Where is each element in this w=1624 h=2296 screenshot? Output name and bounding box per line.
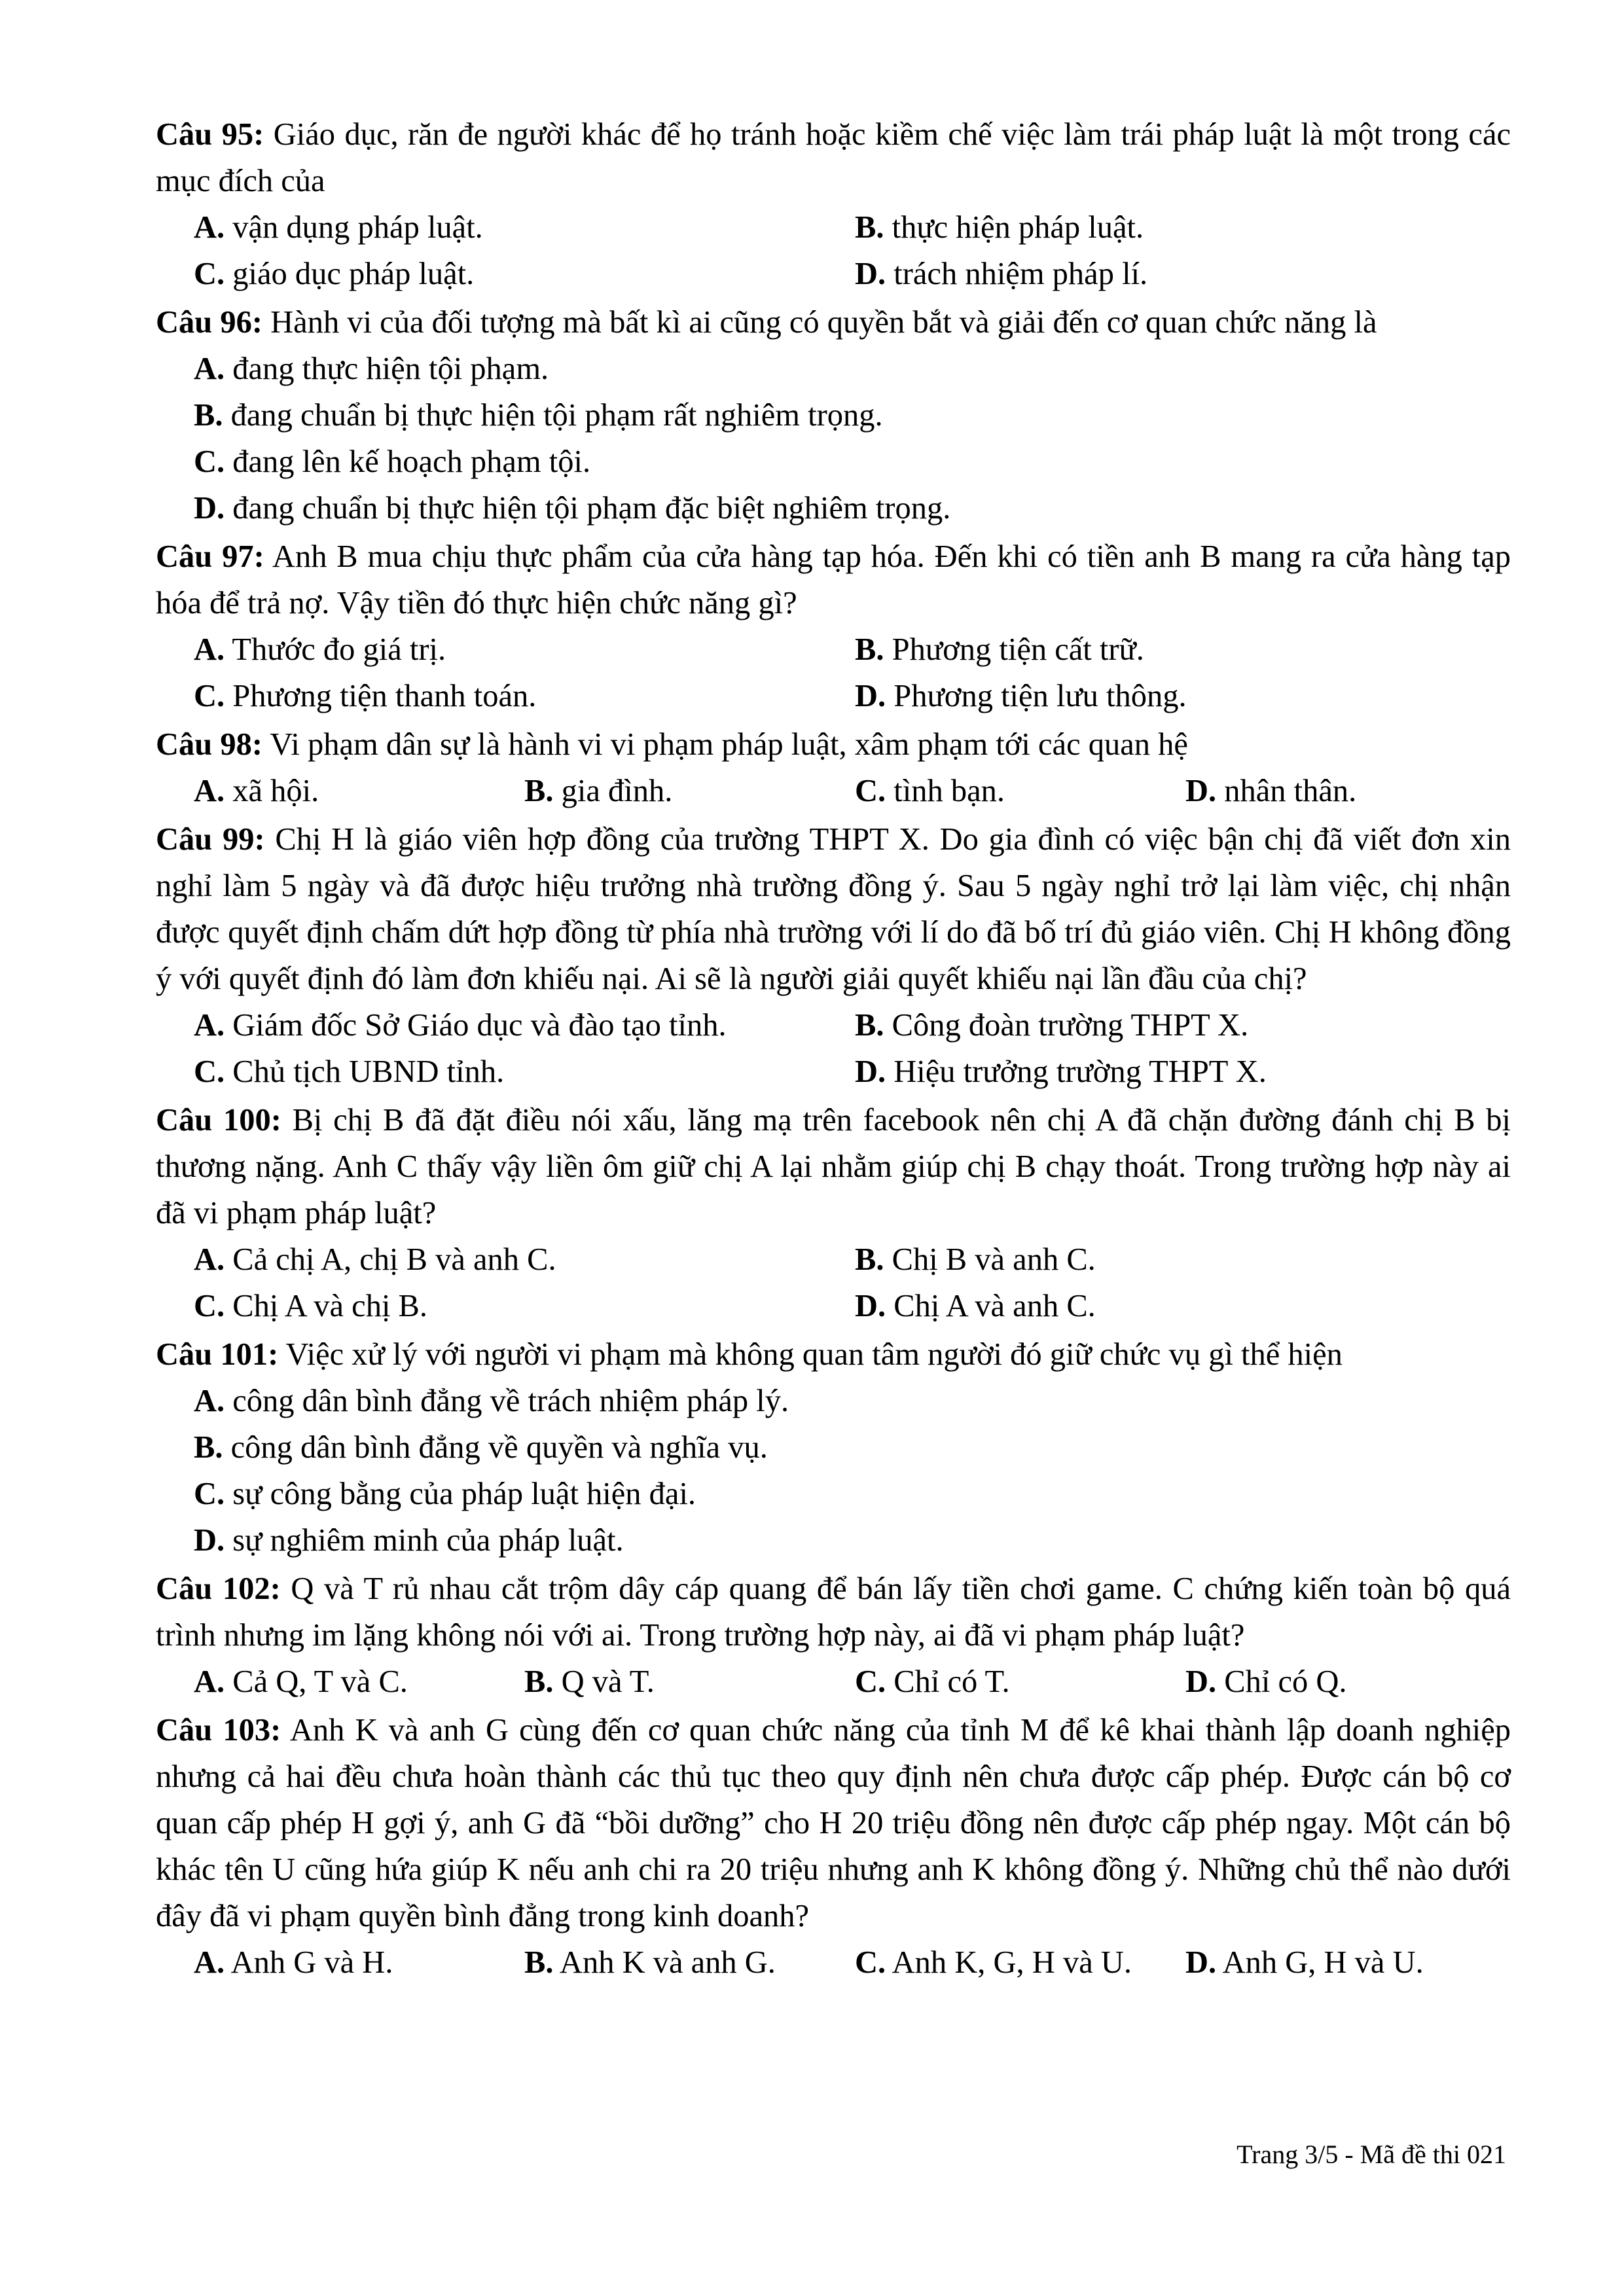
- option-c: [194, 1283, 855, 1329]
- question-label: Câu 95:: [156, 117, 264, 152]
- question-text: [156, 533, 1511, 626]
- option-a: [194, 768, 524, 814]
- option-c: [855, 1939, 1185, 1986]
- option-letter: D.: [1185, 774, 1217, 808]
- question-text: [156, 1097, 1511, 1236]
- option-letter: C.: [194, 444, 225, 479]
- option-a: [194, 1378, 1511, 1424]
- option-b: [855, 1236, 1511, 1283]
- option-text: nhân thân.: [1216, 774, 1357, 808]
- question-body: Bị chị B đã đặt điều nói xấu, lăng mạ trên facebook nên chị A đã chặn đường đánh chị B bị thương nặng. Anh C thấy vậy liền ôm giữ chị A lại nhằm giúp chị B chạy thoát. Trong trường hợp này ai đã vi phạm pháp luật?: [156, 1103, 1511, 1230]
- option-text: công dân bình đẳng về trách nhiệm pháp lý.: [225, 1384, 789, 1418]
- option-text: Cả chị A, chị B và anh C.: [225, 1242, 556, 1277]
- question-text: [156, 1331, 1511, 1378]
- question-text: [156, 1566, 1511, 1659]
- options: [156, 1002, 1511, 1095]
- option-letter: B.: [855, 632, 884, 667]
- question-96: [156, 299, 1511, 531]
- option-c: [194, 673, 855, 719]
- option-letter: A.: [194, 1242, 225, 1277]
- option-letter: C.: [855, 774, 886, 808]
- question-97: [156, 533, 1511, 719]
- option-letter: B.: [524, 1664, 554, 1699]
- option-letter: D.: [855, 1054, 886, 1089]
- option-c: [194, 439, 1511, 485]
- option-text: xã hội.: [225, 774, 319, 808]
- option-text: Chị A và anh C.: [886, 1289, 1096, 1323]
- option-d: [1185, 768, 1511, 814]
- question-label: Câu 102:: [156, 1571, 281, 1606]
- option-text: Giám đốc Sở Giáo dục và đào tạo tỉnh.: [225, 1008, 727, 1043]
- option-text: Cả Q, T và C.: [225, 1664, 408, 1699]
- option-letter: C.: [194, 679, 225, 713]
- question-100: [156, 1097, 1511, 1329]
- option-c: [194, 251, 855, 297]
- option-letter: A.: [194, 1384, 225, 1418]
- question-body: Anh B mua chịu thực phẩm của cửa hàng tạp hóa. Đến khi có tiền anh B mang ra cửa hàng tạp hóa để trả nợ. Vậy tiền đó thực hiện chức năng gì?: [156, 539, 1511, 620]
- question-text: [156, 816, 1511, 1002]
- option-text: Anh K và anh G.: [553, 1945, 776, 1980]
- question-body: Vi phạm dân sự là hành vi vi phạm pháp luật, xâm phạm tới các quan hệ: [262, 727, 1188, 762]
- question-label: Câu 96:: [156, 305, 263, 340]
- question-102: [156, 1566, 1511, 1705]
- options: [156, 768, 1511, 814]
- option-letter: D.: [194, 1523, 225, 1558]
- option-letter: A.: [194, 1945, 225, 1980]
- option-letter: B.: [855, 210, 884, 245]
- option-letter: D.: [855, 679, 886, 713]
- option-text: Công đoàn trường THPT X.: [884, 1008, 1249, 1043]
- option-d: [1185, 1939, 1511, 1986]
- options: [156, 346, 1511, 531]
- option-letter: D.: [1185, 1945, 1217, 1980]
- option-letter: A.: [194, 1008, 225, 1043]
- option-letter: D.: [1185, 1664, 1217, 1699]
- option-b: [524, 1939, 855, 1986]
- option-d: [194, 1517, 1511, 1564]
- option-letter: B.: [194, 1430, 223, 1465]
- question-label: Câu 99:: [156, 822, 265, 857]
- option-letter: C.: [855, 1664, 886, 1699]
- options: [156, 1659, 1511, 1705]
- question-label: Câu 103:: [156, 1713, 281, 1748]
- option-b: [194, 392, 1511, 439]
- option-c: [855, 768, 1185, 814]
- option-text: Chị A và chị B.: [225, 1289, 428, 1323]
- option-b: [855, 204, 1511, 251]
- question-98: [156, 721, 1511, 814]
- option-text: Phương tiện lưu thông.: [886, 679, 1187, 713]
- option-letter: A.: [194, 210, 225, 245]
- page-footer: Trang 3/5 - Mã đề thi 021: [1236, 2140, 1506, 2169]
- option-a: [194, 1939, 524, 1986]
- options: [156, 1378, 1511, 1564]
- option-c: [855, 1659, 1185, 1705]
- options: [156, 1939, 1511, 1986]
- option-text: Phương tiện thanh toán.: [225, 679, 537, 713]
- option-text: đang chuẩn bị thực hiện tội phạm đặc biệt nghiêm trọng.: [225, 491, 951, 526]
- option-text: Hiệu trưởng trường THPT X.: [886, 1054, 1267, 1089]
- option-letter: B.: [524, 774, 554, 808]
- option-text: sự nghiêm minh của pháp luật.: [225, 1523, 624, 1558]
- option-text: Anh G và H.: [225, 1945, 393, 1980]
- question-body: Việc xử lý với người vi phạm mà không quan tâm người đó giữ chức vụ gì thể hiện: [278, 1337, 1343, 1372]
- question-label: Câu 98:: [156, 727, 263, 762]
- question-body: Giáo dục, răn đe người khác để họ tránh hoặc kiềm chế việc làm trái pháp luật là một trong các mục đích của: [156, 117, 1511, 198]
- option-text: đang thực hiện tội phạm.: [225, 351, 549, 386]
- option-d: [855, 251, 1511, 297]
- exam-page: [156, 111, 1511, 1988]
- option-letter: C.: [194, 1289, 225, 1323]
- options: [156, 204, 1511, 297]
- option-letter: C.: [194, 1477, 225, 1511]
- option-letter: C.: [855, 1945, 886, 1980]
- option-letter: B.: [855, 1008, 884, 1043]
- options: [156, 1236, 1511, 1329]
- option-text: trách nhiệm pháp lí.: [886, 257, 1148, 291]
- option-d: [194, 485, 1511, 531]
- option-text: thực hiện pháp luật.: [884, 210, 1144, 245]
- option-text: đang lên kế hoạch phạm tội.: [225, 444, 591, 479]
- option-letter: A.: [194, 351, 225, 386]
- option-text: Anh G, H và U.: [1216, 1945, 1424, 1980]
- option-letter: D.: [194, 491, 225, 526]
- option-a: [194, 1236, 855, 1283]
- option-text: Q và T.: [553, 1664, 655, 1699]
- option-d: [855, 1283, 1511, 1329]
- option-b: [524, 768, 855, 814]
- option-letter: D.: [855, 1289, 886, 1323]
- option-text: tình bạn.: [886, 774, 1005, 808]
- question-95: [156, 111, 1511, 297]
- option-text: Phương tiện cất trữ.: [884, 632, 1144, 667]
- question-body: Chị H là giáo viên hợp đồng của trường THPT X. Do gia đình có việc bận chị đã viết đơn xin nghỉ làm 5 ngày và đã được hiệu trưởng nhà trường đồng ý. Sau 5 ngày nghỉ trở lại làm việc, chị nhận được quyết định chấm dứt hợp đồng từ phía nhà trường với lí do đã bố trí đủ giáo viên. Chị H không đồng ý với quyết định đó làm đơn khiếu nại. Ai sẽ là người giải quyết khiếu nại lần đầu của chị?: [156, 822, 1511, 996]
- option-a: [194, 204, 855, 251]
- option-b: [524, 1659, 855, 1705]
- option-text: Chỉ có Q.: [1216, 1664, 1347, 1699]
- option-text: vận dụng pháp luật.: [225, 210, 483, 245]
- option-b: [855, 626, 1511, 673]
- option-letter: D.: [855, 257, 886, 291]
- option-letter: C.: [194, 1054, 225, 1089]
- option-letter: B.: [194, 398, 223, 433]
- question-103: [156, 1707, 1511, 1986]
- question-label: Câu 97:: [156, 539, 264, 574]
- option-b: [194, 1424, 1511, 1471]
- question-text: [156, 721, 1511, 768]
- option-d: [855, 673, 1511, 719]
- question-text: [156, 111, 1511, 204]
- option-text: Chị B và anh C.: [884, 1242, 1096, 1277]
- option-letter: A.: [194, 1664, 225, 1699]
- option-a: [194, 346, 1511, 392]
- option-d: [1185, 1659, 1511, 1705]
- option-b: [855, 1002, 1511, 1049]
- option-a: [194, 1659, 524, 1705]
- question-text: [156, 299, 1511, 346]
- option-a: [194, 626, 855, 673]
- question-101: [156, 1331, 1511, 1564]
- option-c: [194, 1471, 1511, 1517]
- option-text: gia đình.: [553, 774, 673, 808]
- question-body: Hành vi của đối tượng mà bất kì ai cũng có quyền bắt và giải đến cơ quan chức năng là: [262, 305, 1377, 340]
- question-99: [156, 816, 1511, 1095]
- option-a: [194, 1002, 855, 1049]
- option-letter: C.: [194, 257, 225, 291]
- option-text: Anh K, G, H và U.: [886, 1945, 1132, 1980]
- option-letter: A.: [194, 774, 225, 808]
- option-text: đang chuẩn bị thực hiện tội phạm rất nghiêm trọng.: [223, 398, 883, 433]
- option-letter: B.: [855, 1242, 884, 1277]
- option-text: Chỉ có T.: [886, 1664, 1010, 1699]
- option-text: giáo dục pháp luật.: [225, 257, 475, 291]
- question-body: Anh K và anh G cùng đến cơ quan chức năng của tỉnh M để kê khai thành lập doanh nghiệp nhưng cả hai đều chưa hoàn thành các thủ tục theo quy định nên chưa được cấp phép. Được cán bộ cơ quan cấp phép H gợi ý, anh G đã “bồi dưỡng” cho H 20 triệu đồng nên được cấp phép ngay. Một cán bộ khác tên U cũng hứa giúp K nếu anh chi ra 20 triệu nhưng anh K không đồng ý. Những chủ thể nào dưới đây đã vi phạm quyền bình đẳng trong kinh doanh?: [156, 1713, 1511, 1933]
- option-text: Chủ tịch UBND tỉnh.: [225, 1054, 505, 1089]
- option-c: [194, 1049, 855, 1095]
- question-label: Câu 101:: [156, 1337, 279, 1372]
- options: [156, 626, 1511, 719]
- option-letter: A.: [194, 632, 225, 667]
- option-text: công dân bình đẳng về quyền và nghĩa vụ.: [223, 1430, 768, 1465]
- option-text: Thước đo giá trị.: [225, 632, 446, 667]
- question-label: Câu 100:: [156, 1103, 281, 1138]
- question-body: Q và T rủ nhau cắt trộm dây cáp quang để bán lấy tiền chơi game. C chứng kiến toàn bộ quá trình nhưng im lặng không nói với ai. Trong trường hợp này, ai đã vi phạm pháp luật?: [156, 1571, 1511, 1653]
- option-text: sự công bằng của pháp luật hiện đại.: [225, 1477, 696, 1511]
- question-text: [156, 1707, 1511, 1939]
- option-d: [855, 1049, 1511, 1095]
- option-letter: B.: [524, 1945, 554, 1980]
